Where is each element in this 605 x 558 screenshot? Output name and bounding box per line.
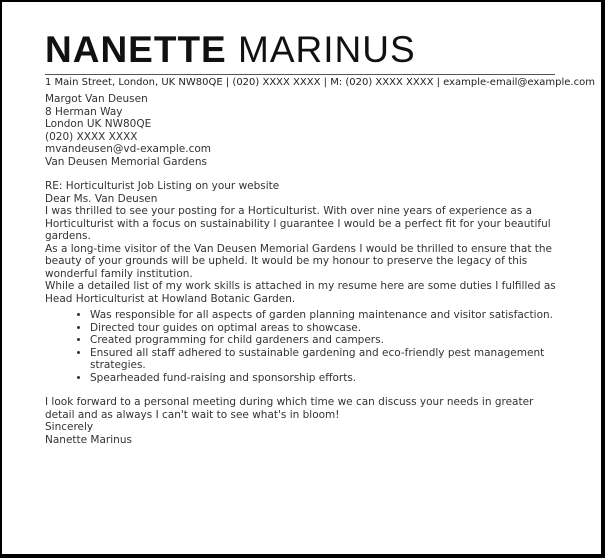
recipient-name: Margot Van Deusen <box>45 93 148 105</box>
sender-last-name: MARINUS <box>238 29 416 70</box>
paragraph-4: I look forward to a personal meeting during which time we can discuss your needs in greater detail and as always I can't wait to see what's in bloom! <box>45 396 534 421</box>
recipient-street: 8 Herman Way <box>45 105 123 118</box>
sender-contact-line: 1 Main Street, London, UK NW80QE | (020) XXXX XXXX | M: (020) XXXX XXXX | example-email@example.com <box>45 74 555 89</box>
list-item: • Created programming for child gardeners and campers. <box>90 334 565 347</box>
sender-name <box>45 30 416 70</box>
letter-body <box>45 93 565 446</box>
paragraph-3: While a detailed list of my work skills is attached in my resume here are some duties I fulfilled as Head Horticulturist at Howland Botanic Garden. <box>45 280 556 305</box>
sender-first-name: NANETTE <box>45 29 227 70</box>
letter-page <box>2 2 601 554</box>
recipient-address <box>45 93 565 168</box>
recipient-phone: (020) XXXX XXXX <box>45 130 138 143</box>
list-item: • Directed tour guides on optimal areas to showcase. <box>90 322 565 335</box>
signature: Nanette Marinus <box>45 433 132 446</box>
salutation: Dear Ms. Van Deusen <box>45 192 158 205</box>
paragraph-2: As a long-time visitor of the Van Deusen Memorial Gardens I would be thrilled to ensure that the beauty of your grounds will be upheld. It would be my honour to preserve the legacy of this wonderful family institution. <box>45 242 552 280</box>
paragraph-1: I was thrilled to see your posting for a Horticulturist. With over nine years of experience as a Horticulturist with a focus on sustainability I guarantee I would be a perfect fit for your beautiful gardens. <box>45 205 551 242</box>
recipient-company: Van Deusen Memorial Gardens <box>45 155 207 168</box>
list-item: • Ensured all staff adhered to sustainable gardening and eco-friendly pest management strategies. <box>90 347 565 372</box>
list-item: • Was responsible for all aspects of garden planning maintenance and visitor satisfaction. <box>90 309 565 322</box>
list-item: • Spearheaded fund-raising and sponsorship efforts. <box>90 372 565 385</box>
subject-line: RE: Horticulturist Job Listing on your website <box>45 180 280 192</box>
closing: Sincerely <box>45 421 94 433</box>
recipient-email: mvandeusen@vd-example.com <box>45 143 212 155</box>
duties-list <box>45 309 565 384</box>
recipient-city: London UK NW80QE <box>45 118 152 130</box>
